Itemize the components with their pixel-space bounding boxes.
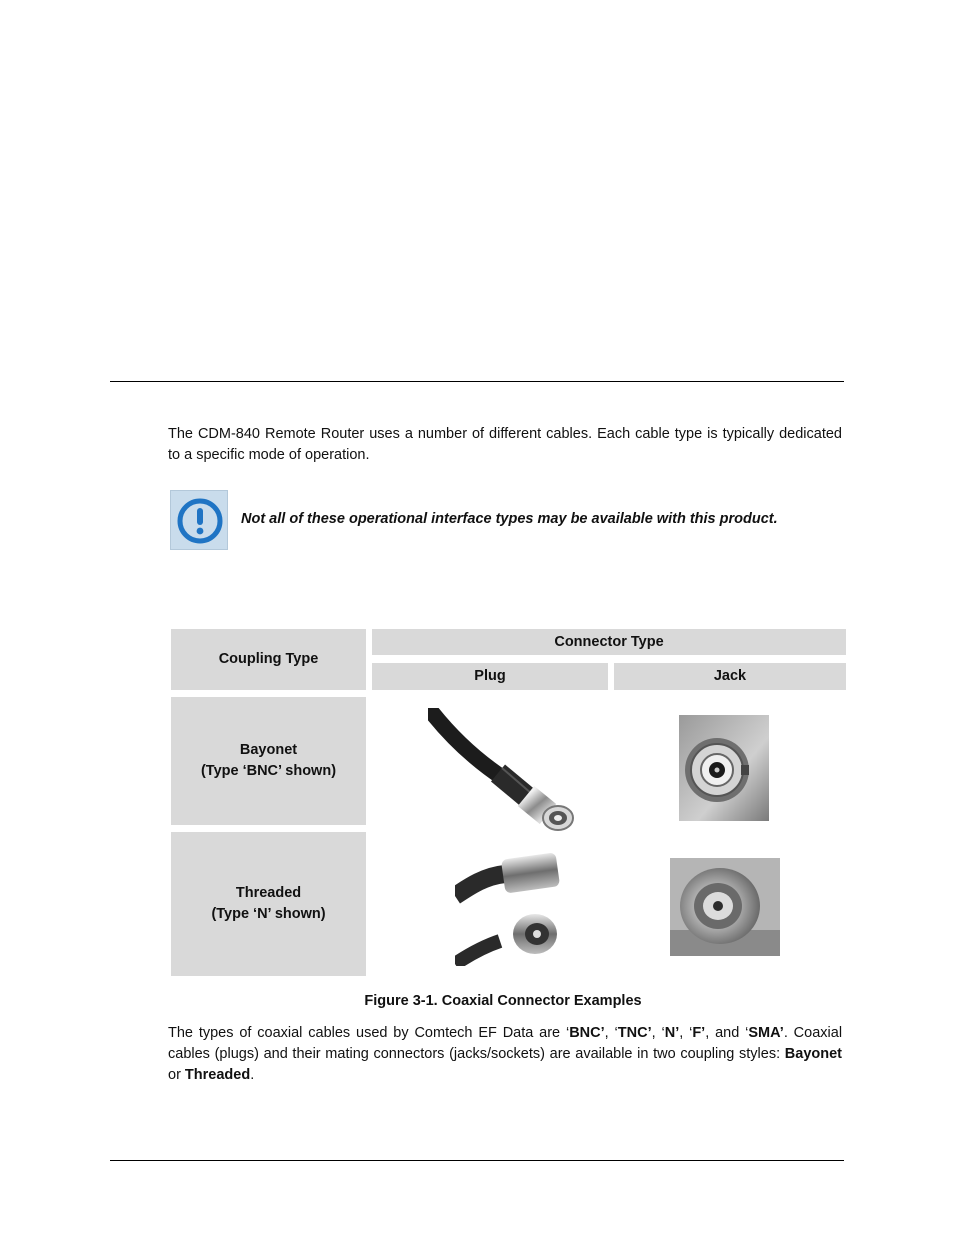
text-run: , ‘ <box>651 1025 665 1041</box>
tnc-label: TNC’ <box>617 1025 652 1041</box>
text-run: or <box>168 1067 185 1083</box>
plug-header: Plug <box>372 663 608 690</box>
body-paragraph <box>168 1023 842 1086</box>
bayonet-label: Bayonet <box>784 1046 842 1062</box>
figure-caption: Figure 3-1. Coaxial Connector Examples <box>364 993 642 1009</box>
text-run: The types of coaxial cables used by Comtech EF Data are ‘ <box>168 1025 570 1041</box>
footer-rule <box>110 1160 844 1161</box>
section-rule-top <box>110 381 844 382</box>
bnc-jack-photo <box>679 715 769 821</box>
text-run: , and ‘ <box>705 1025 749 1041</box>
threaded-label: Threaded <box>184 1067 251 1083</box>
important-icon <box>170 490 228 550</box>
bayonet-row-label <box>171 697 366 825</box>
sma-label: SMA’ <box>748 1025 784 1041</box>
text-run: . <box>250 1067 255 1083</box>
notice-text: Not all of these operational interface types may be available with this product. <box>241 511 778 527</box>
bnc-plug-photo <box>428 708 588 832</box>
coupling-note: (Type ‘BNC’ shown) <box>200 763 337 779</box>
n-plug-photo <box>455 846 560 966</box>
text-run: , ‘ <box>604 1025 618 1041</box>
coupling-type-header: Coupling Type <box>171 629 366 690</box>
coupling-name: Threaded <box>235 885 302 901</box>
f-label: F’ <box>692 1025 706 1041</box>
n-label: N’ <box>664 1025 680 1041</box>
jack-header: Jack <box>614 663 846 690</box>
connector-type-header: Connector Type <box>372 629 846 655</box>
notice-box <box>170 490 850 550</box>
bnc-label: BNC’ <box>569 1025 605 1041</box>
coupling-name: Bayonet <box>239 742 298 758</box>
threaded-row-label <box>171 832 366 976</box>
intro-paragraph: The CDM-840 Remote Router uses a number of different cables. Each cable type is typically dedicated to a specific mode of operation. <box>168 426 842 463</box>
n-jack-photo <box>670 858 780 956</box>
text-run: , ‘ <box>679 1025 693 1041</box>
coupling-note: (Type ‘N’ shown) <box>211 906 326 922</box>
text-run: . Coaxial cables (plugs) and their mating connectors (jacks/sockets) are available in two coupling styles: <box>168 1025 843 1062</box>
